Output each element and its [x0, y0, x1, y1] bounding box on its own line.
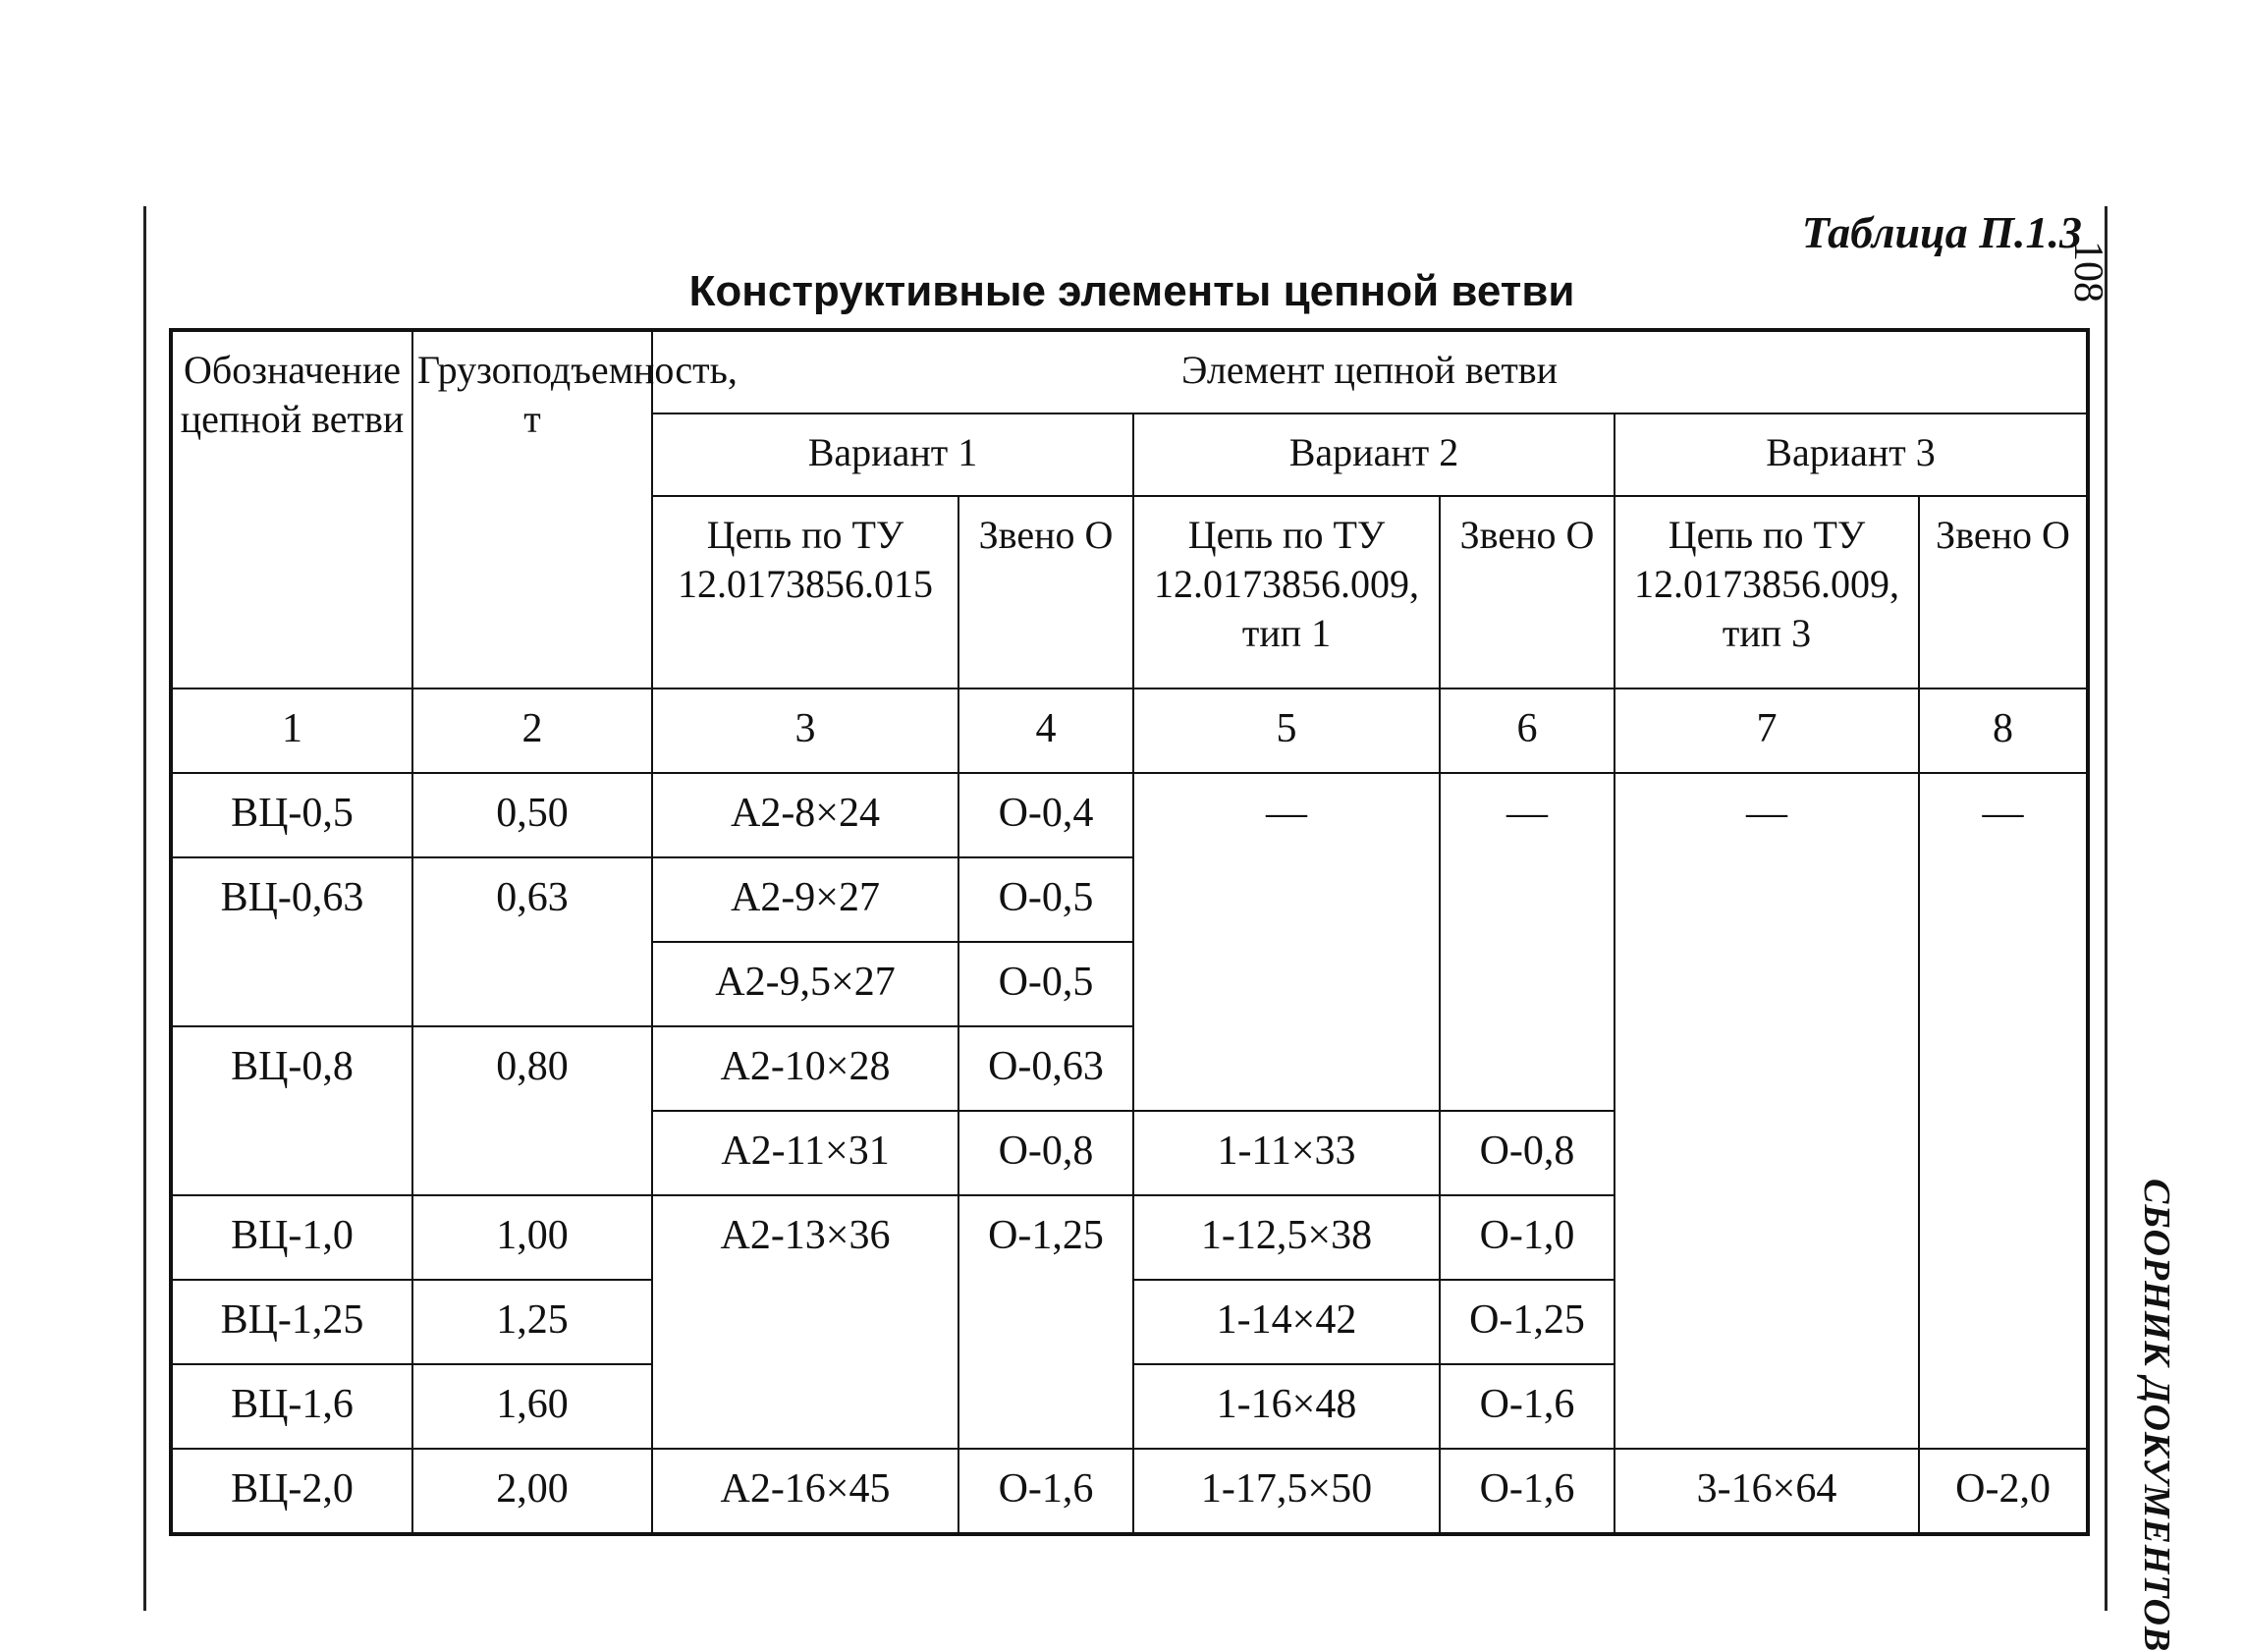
cell-designation: ВЦ-1,25 — [171, 1280, 412, 1364]
table-title: Конструктивные элементы цепной ветви — [688, 267, 1575, 315]
cell-capacity: 1,25 — [412, 1280, 652, 1364]
cell-chain-v1: А2-8×24 — [652, 773, 958, 857]
header-variant-1: Вариант 1 — [652, 413, 1133, 496]
header-chain-v2: Цепь по ТУ 12.0173856.009, тип 1 — [1133, 496, 1440, 688]
cell-link-v2: О-1,6 — [1440, 1449, 1615, 1534]
cell-chain-v2: 1-17,5×50 — [1133, 1449, 1440, 1534]
left-margin-line — [143, 206, 146, 1611]
cell-link-v2: О-0,8 — [1440, 1111, 1615, 1195]
chain-elements-table — [169, 328, 2090, 1536]
cell-chain-v2: 1-14×42 — [1133, 1280, 1440, 1364]
column-number: 1 — [171, 688, 412, 773]
cell-capacity: 1,60 — [412, 1364, 652, 1449]
cell-chain-v1: А2-9×27 — [652, 857, 958, 942]
header-link-v2: Звено О — [1440, 496, 1615, 688]
column-number: 2 — [412, 688, 652, 773]
cell-capacity: 0,80 — [412, 1026, 652, 1195]
table-label: Таблица П.1.3 — [1801, 207, 2082, 257]
column-number: 7 — [1615, 688, 1919, 773]
header-element: Элемент цепной ветви — [652, 330, 2088, 413]
cell-designation: ВЦ-0,5 — [171, 773, 412, 857]
cell-link-v1: О-0,5 — [958, 942, 1133, 1026]
cell-link-v1: О-0,63 — [958, 1026, 1133, 1111]
cell-designation: ВЦ-0,63 — [171, 857, 412, 1026]
cell-chain-v2: 1-12,5×38 — [1133, 1195, 1440, 1280]
cell-chain-v1: А2-9,5×27 — [652, 942, 958, 1026]
cell-link-v1: О-0,5 — [958, 857, 1133, 942]
cell-link-v1: О-1,25 — [958, 1195, 1133, 1449]
cell-chain-v3: 3-16×64 — [1615, 1449, 1919, 1534]
header-variant-2: Вариант 2 — [1133, 413, 1615, 496]
page-number: 108 — [2065, 241, 2110, 303]
cell-chain-v1: А2-16×45 — [652, 1449, 958, 1534]
column-number: 4 — [958, 688, 1133, 773]
cell-link-v1: О-0,4 — [958, 773, 1133, 857]
cell-link-v1: О-0,8 — [958, 1111, 1133, 1195]
column-number: 3 — [652, 688, 958, 773]
cell-chain-v1: А2-11×31 — [652, 1111, 958, 1195]
cell-designation: ВЦ-0,8 — [171, 1026, 412, 1195]
cell-chain-v1: А2-10×28 — [652, 1026, 958, 1111]
cell-link-v2: О-1,6 — [1440, 1364, 1615, 1449]
cell-chain-v2: 1-16×48 — [1133, 1364, 1440, 1449]
cell-chain-v1: А2-13×36 — [652, 1195, 958, 1449]
cell-chain-v2: 1-11×33 — [1133, 1111, 1440, 1195]
cell-chain-v3: — — [1615, 773, 1919, 1449]
running-title: СБОРНИК ДОКУМЕНТОВ — [2136, 1179, 2177, 1652]
right-margin-line — [2105, 206, 2107, 1611]
cell-capacity: 0,63 — [412, 857, 652, 1026]
column-number: 8 — [1919, 688, 2088, 773]
header-designation: Обозначение цепной ветви — [171, 330, 412, 688]
header-capacity: Грузоподъемность, т — [412, 330, 652, 688]
column-number: 5 — [1133, 688, 1440, 773]
cell-capacity: 0,50 — [412, 773, 652, 857]
table-row — [171, 1449, 2088, 1534]
header-variant-3: Вариант 3 — [1615, 413, 2088, 496]
header-chain-v1: Цепь по ТУ 12.0173856.015 — [652, 496, 958, 688]
cell-link-v1: О-1,6 — [958, 1449, 1133, 1534]
cell-capacity: 2,00 — [412, 1449, 652, 1534]
table-row — [171, 773, 2088, 857]
header-row-1 — [171, 330, 2088, 413]
cell-link-v2: О-1,0 — [1440, 1195, 1615, 1280]
cell-capacity: 1,00 — [412, 1195, 652, 1280]
cell-designation: ВЦ-1,0 — [171, 1195, 412, 1280]
column-number-row — [171, 688, 2088, 773]
header-chain-v3: Цепь по ТУ 12.0173856.009, тип 3 — [1615, 496, 1919, 688]
header-link-v3: Звено О — [1919, 496, 2088, 688]
cell-link-v2: О-1,25 — [1440, 1280, 1615, 1364]
header-link-v1: Звено О — [958, 496, 1133, 688]
column-number: 6 — [1440, 688, 1615, 773]
cell-chain-v2: — — [1133, 773, 1440, 1111]
cell-designation: ВЦ-1,6 — [171, 1364, 412, 1449]
cell-designation: ВЦ-2,0 — [171, 1449, 412, 1534]
cell-link-v3: — — [1919, 773, 2088, 1449]
cell-link-v2: — — [1440, 773, 1615, 1111]
cell-link-v3: О-2,0 — [1919, 1449, 2088, 1534]
